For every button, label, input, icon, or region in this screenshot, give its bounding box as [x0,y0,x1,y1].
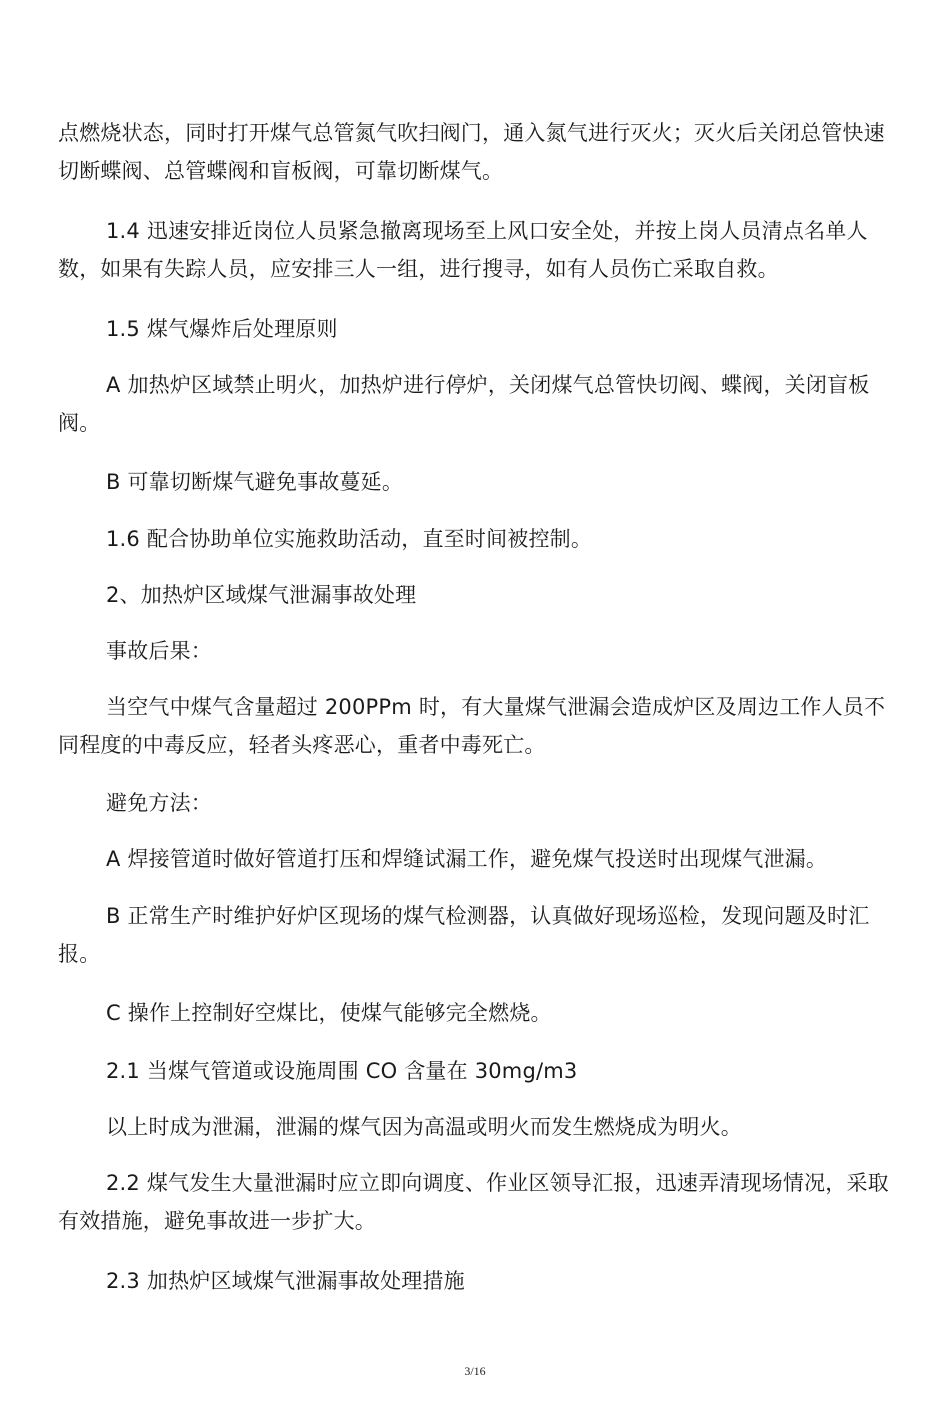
paragraph-1-5-b: B 可靠切断煤气避免事故蔓延。 [106,470,404,494]
paragraph-1-4: 1.4 迅速安排近岗位人员紧急撤离现场至上风口安全处，并按上岗人员清点名单人数，如果有失踪人员，应安排三人一组，进行搜寻，如有人员伤亡采取自救。 [58,219,868,281]
paragraph-prevention-a: A 焊接管道时做好管道打压和焊缝试漏工作，避免煤气投送时出现煤气泄漏。 [106,847,828,871]
heading-prevention: 避免方法： [106,791,212,815]
paragraph-1-5-a: A 加热炉区域禁止明火，加热炉进行停炉，关闭煤气总管快切阀、蝶阀，关闭盲板阀。 [58,373,870,435]
page-number: 3/16 [464,1364,486,1378]
paragraph-continuation: 点燃烧状态，同时打开煤气总管氮气吹扫阀门，通入氮气进行灭火；灭火后关闭总管快速切断蝶阀、总管蝶阀和盲板阀，可靠切断煤气。 [58,121,885,183]
paragraph-prevention-c: C 操作上控制好空煤比，使煤气能够完全燃烧。 [106,1001,552,1025]
paragraph-2-1: 2.1 当煤气管道或设施周围 CO 含量在 30mg/m3 [106,1059,578,1083]
paragraph-2-2: 2.2 煤气发生大量泄漏时应立即向调度、作业区领导汇报，迅速弄清现场情况，采取有效措施，避免事故进一步扩大。 [58,1171,889,1233]
heading-2-3: 2.3 加热炉区域煤气泄漏事故处理措施 [106,1269,465,1293]
heading-1-5: 1.5 煤气爆炸后处理原则 [106,317,338,341]
heading-consequences: 事故后果： [106,639,212,663]
paragraph-2-1-continued: 以上时成为泄漏，泄漏的煤气因为高温或明火而发生燃烧成为明火。 [106,1115,742,1139]
paragraph-1-6: 1.6 配合协助单位实施救助活动，直至时间被控制。 [106,527,593,551]
paragraph-consequences: 当空气中煤气含量超过 200PPm 时，有大量煤气泄漏会造成炉区及周边工作人员不同程度的中毒反应，轻者头疼恶心，重者中毒死亡。 [58,695,886,757]
paragraph-prevention-b: B 正常生产时维护好炉区现场的煤气检测器，认真做好现场巡检，发现问题及时汇报。 [58,904,870,966]
heading-section-2: 2、加热炉区域煤气泄漏事故处理 [106,583,417,607]
